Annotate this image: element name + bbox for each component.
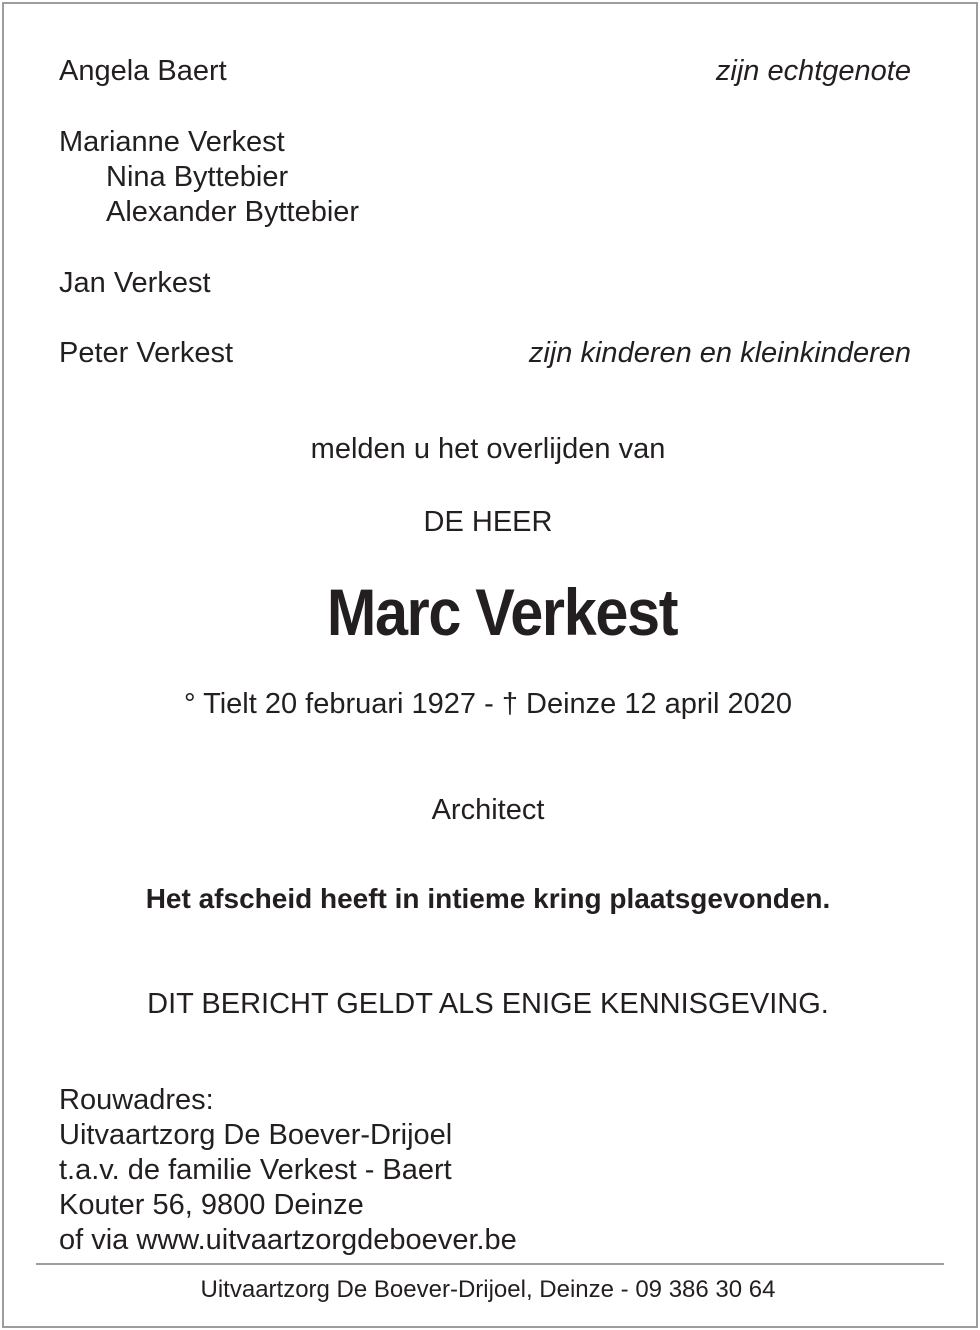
address-label: Rouwadres: [59,1084,214,1116]
spouse-role: zijn echtgenote [715,55,911,87]
notice-statement: DIT BERICHT GELDT ALS ENIGE KENNISGEVING. [147,988,829,1020]
profession: Architect [431,794,545,826]
farewell-statement: Het afscheid heeft in intieme kring plaatsgevonden. [145,883,831,914]
deceased-name: Marc Verkest [326,575,678,649]
child-name-3: Peter Verkest [59,337,234,369]
grandchild-name-1: Nina Byttebier [106,161,289,193]
footer-divider [36,1263,944,1265]
spouse-name: Angela Baert [59,55,227,87]
announcement-intro: melden u het overlijden van [310,433,666,465]
child-name-2: Jan Verkest [59,267,211,299]
footer-contact: Uitvaartzorg De Boever-Drijoel, Deinze - 09 386 30 64 [200,1276,776,1303]
address-line-1: Uitvaartzorg De Boever-Drijoel [59,1119,453,1151]
address-line-3: Kouter 56, 9800 Deinze [59,1189,364,1221]
child-name-1: Marianne Verkest [59,126,285,158]
grandchild-name-2: Alexander Byttebier [106,196,360,228]
birth-death-dates: ° Tielt 20 februari 1927 - † Deinze 12 april 2020 [183,688,793,720]
children-role: zijn kinderen en kleinkinderen [528,337,911,369]
honorific-title: DE HEER [423,506,553,538]
address-line-2: t.a.v. de familie Verkest - Baert [59,1154,452,1186]
address-line-4: of via www.uitvaartzorgdeboever.be [59,1224,517,1256]
